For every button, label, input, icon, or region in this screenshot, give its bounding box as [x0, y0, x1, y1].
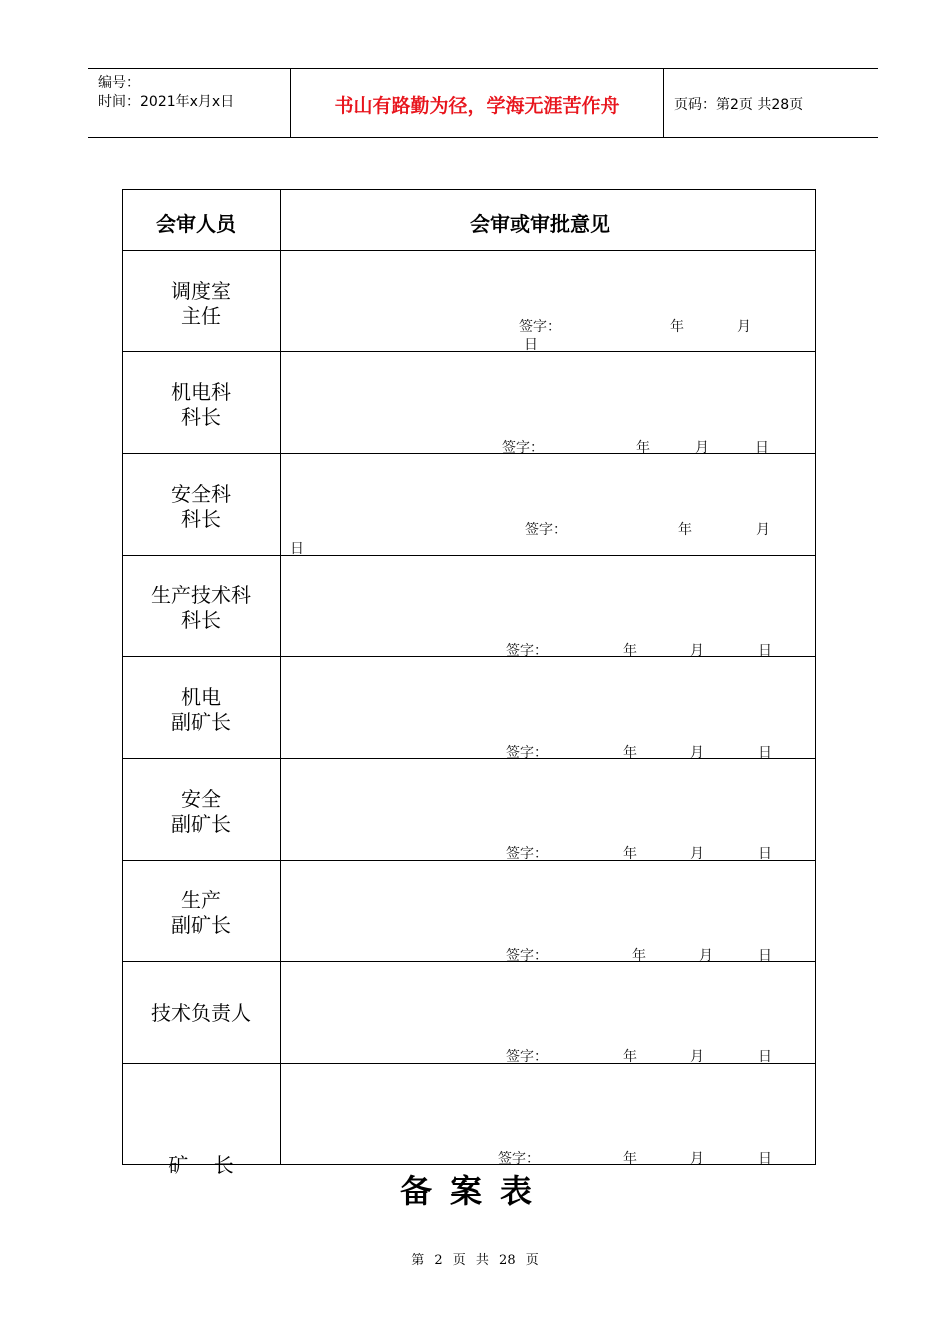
signature-label: 签字： — [506, 1049, 548, 1065]
year-label: 年 — [678, 522, 692, 538]
month-label: 月 — [695, 440, 709, 456]
page-label: 页码：第2页 共28页 — [674, 97, 804, 113]
day-label: 日 — [758, 643, 772, 659]
page-footer: 第 2 页 共 28 页 — [411, 1253, 539, 1268]
column-header-opinions: 会审或审批意见 — [470, 212, 610, 236]
filing-title: 备案表 — [399, 1172, 550, 1210]
row-divider — [122, 758, 816, 759]
year-label: 年 — [623, 745, 637, 761]
day-label: 日 — [758, 745, 772, 761]
header-page-cell — [664, 69, 878, 137]
year-label: 年 — [632, 948, 646, 964]
reviewer-role: 安全科 科长 — [171, 482, 231, 531]
column-header-reviewers: 会审人员 — [156, 212, 236, 236]
document-header — [88, 68, 878, 138]
reviewer-role: 调度室 主任 — [171, 279, 231, 328]
signature-label: 签字： — [506, 846, 548, 862]
signature-label: 签字： — [506, 948, 548, 964]
signature-label: 签字： — [506, 643, 548, 659]
row-divider — [122, 351, 816, 352]
row-divider — [122, 656, 816, 657]
row-divider — [122, 555, 816, 556]
signature-label: 签字： — [519, 319, 561, 335]
reviewer-role: 生产技术科 科长 — [151, 583, 251, 632]
month-label: 月 — [690, 643, 704, 659]
time-label: 时间：2021年x月x日 — [98, 94, 235, 110]
month-label: 月 — [699, 948, 713, 964]
reviewer-role: 技术负责人 — [151, 1001, 251, 1025]
reviewer-role: 机电科 科长 — [171, 380, 231, 429]
month-label: 月 — [737, 319, 751, 335]
serial-label: 编号： — [98, 75, 140, 91]
year-label: 年 — [623, 846, 637, 862]
month-label: 月 — [690, 1151, 704, 1167]
year-label: 年 — [636, 440, 650, 456]
year-label: 年 — [623, 1049, 637, 1065]
header-motto-cell — [291, 69, 664, 137]
day-label: 日 — [758, 1049, 772, 1065]
reviewer-role: 机电 副矿长 — [171, 685, 231, 734]
year-label: 年 — [670, 319, 684, 335]
signature-label: 签字： — [498, 1151, 540, 1167]
month-label: 月 — [756, 522, 770, 538]
day-label: 日 — [758, 948, 772, 964]
day-label: 日 — [290, 541, 304, 557]
signature-label: 签字： — [506, 745, 548, 761]
signature-label: 签字： — [525, 522, 567, 538]
year-label: 年 — [623, 1151, 637, 1167]
month-label: 月 — [690, 1049, 704, 1065]
day-label: 日 — [524, 337, 538, 353]
row-divider — [122, 1063, 816, 1064]
row-divider — [122, 453, 816, 454]
year-label: 年 — [623, 643, 637, 659]
month-label: 月 — [690, 846, 704, 862]
row-divider — [122, 250, 816, 251]
header-meta-cell — [88, 69, 291, 137]
day-label: 日 — [755, 440, 769, 456]
reviewer-role: 矿 长 — [168, 1153, 234, 1177]
column-divider — [280, 189, 281, 1165]
day-label: 日 — [758, 846, 772, 862]
review-table — [122, 189, 816, 1177]
signature-label: 签字： — [502, 440, 544, 456]
motto: 书山有路勤为径，学海无涯苦作舟 — [334, 95, 620, 117]
day-label: 日 — [758, 1151, 772, 1167]
reviewer-role: 生产 副矿长 — [171, 888, 231, 937]
reviewer-role: 安全 副矿长 — [171, 787, 231, 836]
row-divider — [122, 860, 816, 861]
month-label: 月 — [690, 745, 704, 761]
